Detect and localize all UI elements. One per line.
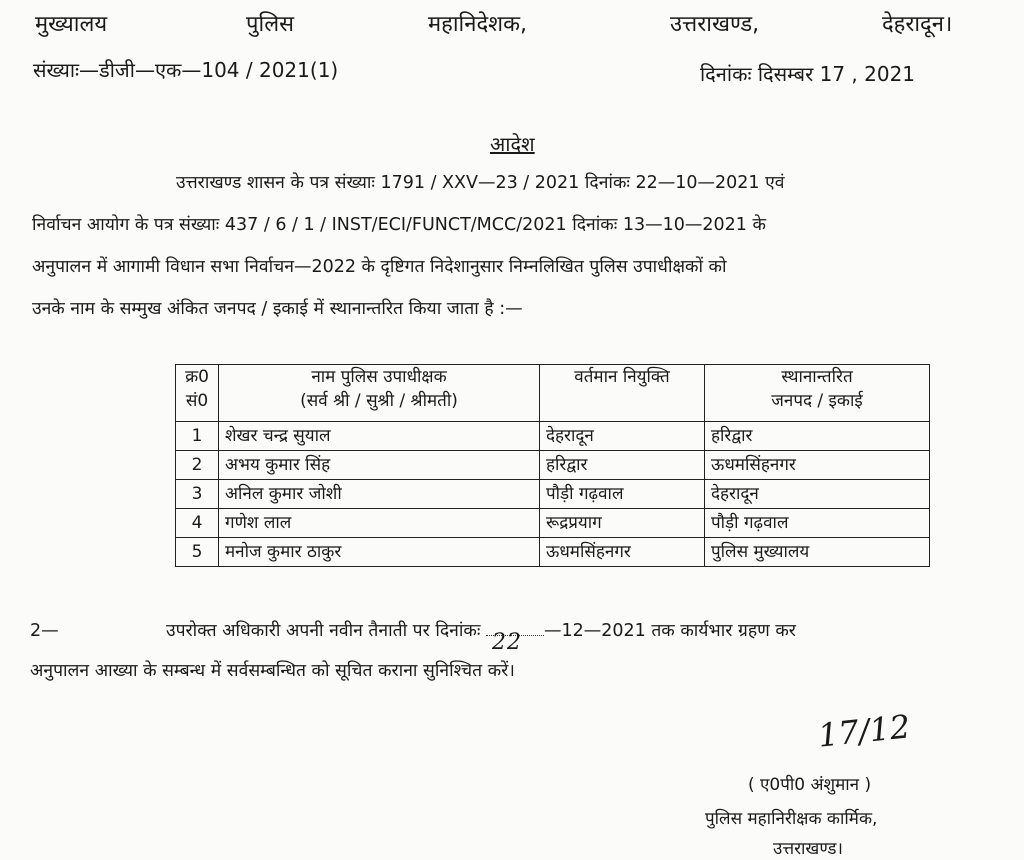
table-row	[176, 451, 930, 480]
header-word-dg: महानिदेशक,	[428, 12, 527, 37]
header-word-city: देहरादून।	[882, 12, 953, 37]
header-word-police: पुलिस	[246, 12, 294, 37]
header-word-state: उत्तराखण्ड,	[670, 12, 760, 37]
row-transferred-to: पुलिस मुख्यालय	[705, 538, 930, 567]
date-fill-blank	[486, 630, 544, 655]
header-name-line2: (सर्व श्री / सुश्री / श्रीमती)	[300, 391, 458, 411]
header-sno-line1: क्र0	[185, 367, 209, 387]
paragraph2-line1	[166, 616, 796, 655]
row-sno: 4	[176, 509, 219, 538]
row-current-posting: हरिद्वार	[540, 451, 705, 480]
row-current-posting: ऊधमसिंहनगर	[540, 538, 705, 567]
row-sno: 2	[176, 451, 219, 480]
paragraph2-line2: अनुपालन आख्या के सम्बन्ध में सर्वसम्बन्धित को सूचित कराना सुनिश्चित करें।	[30, 661, 515, 681]
signatory-name: ( ए0पी0 अंशुमान )	[748, 775, 872, 795]
table-row	[176, 538, 930, 567]
reference-number: संख्याः—डीजी—एक—104 / 2021(1)	[33, 58, 339, 82]
paragraph1-line4: उनके नाम के सम्मुख अंकित जनपद / इकाई में स्थानान्तरित किया जाता है :—	[32, 299, 523, 319]
paragraph2-line1-start: उपरोक्त अधिकारी अपनी नवीन तैनाती पर दिनांकः	[166, 621, 481, 641]
row-current-posting: देहरादून	[540, 422, 705, 451]
transfer-table	[175, 364, 930, 567]
paragraph2-line1-end: —12—2021 तक कार्यभार ग्रहण कर	[543, 621, 796, 641]
paragraph1-line3: अनुपालन में आगामी विधान सभा निर्वाचन—2022 के दृष्टिगत निदेशानुसार निम्नलिखित पुलिस उपाधीक्षकों को	[32, 257, 727, 277]
header-current-posting	[540, 365, 705, 422]
row-current-posting: रूद्रप्रयाग	[540, 509, 705, 538]
row-transferred-to: पौड़ी गढ़वाल	[705, 509, 930, 538]
header-officer-name	[219, 365, 540, 422]
row-officer-name: शेखर चन्द्र सुयाल	[219, 422, 540, 451]
header-current-label: वर्तमान नियुक्ति	[574, 367, 670, 387]
signatory-designation: पुलिस महानिरीक्षक कार्मिक,	[705, 809, 878, 829]
row-sno: 3	[176, 480, 219, 509]
order-title: आदेश	[490, 132, 535, 156]
row-officer-name: गणेश लाल	[219, 509, 540, 538]
paragraph1-line2: निर्वाचन आयोग के पत्र संख्याः 437 / 6 / 1 / INST/ECI/FUNCT/MCC/2021 दिनांकः 13—10—2021 के	[32, 215, 766, 235]
row-transferred-to: हरिद्वार	[705, 422, 930, 451]
table-header-row	[176, 365, 930, 422]
paragraph1-line1: उत्तराखण्ड शासन के पत्र संख्याः 1791 / XXV—23 / 2021 दिनांकः 22—10—2021 एवं	[176, 173, 785, 193]
header-name-line1: नाम पुलिस उपाधीक्षक	[311, 367, 447, 387]
header-word-headquarters: मुख्यालय	[35, 12, 108, 37]
order-date: दिनांकः दिसम्बर 17 , 2021	[700, 62, 916, 86]
header-transfer-line2: जनपद / इकाई	[771, 391, 863, 411]
row-sno: 1	[176, 422, 219, 451]
row-sno: 5	[176, 538, 219, 567]
header-transferred-to	[705, 365, 930, 422]
handwritten-signature: 17/12	[816, 707, 912, 755]
header-sno	[176, 365, 219, 422]
row-officer-name: मनोज कुमार ठाकुर	[219, 538, 540, 567]
row-transferred-to: देहरादून	[705, 480, 930, 509]
row-current-posting: पौड़ी गढ़वाल	[540, 480, 705, 509]
signatory-state: उत्तराखण्ड।	[773, 839, 843, 859]
header-sno-line2: सं0	[185, 391, 209, 411]
header-transfer-line1: स्थानान्तरित	[781, 367, 853, 387]
handwritten-day: 22	[491, 630, 522, 655]
row-transferred-to: ऊधमसिंहनगर	[705, 451, 930, 480]
table-row	[176, 509, 930, 538]
paragraph2-number: 2—	[30, 621, 59, 641]
table-row	[176, 480, 930, 509]
row-officer-name: अभय कुमार सिंह	[219, 451, 540, 480]
table-row	[176, 422, 930, 451]
row-officer-name: अनिल कुमार जोशी	[219, 480, 540, 509]
